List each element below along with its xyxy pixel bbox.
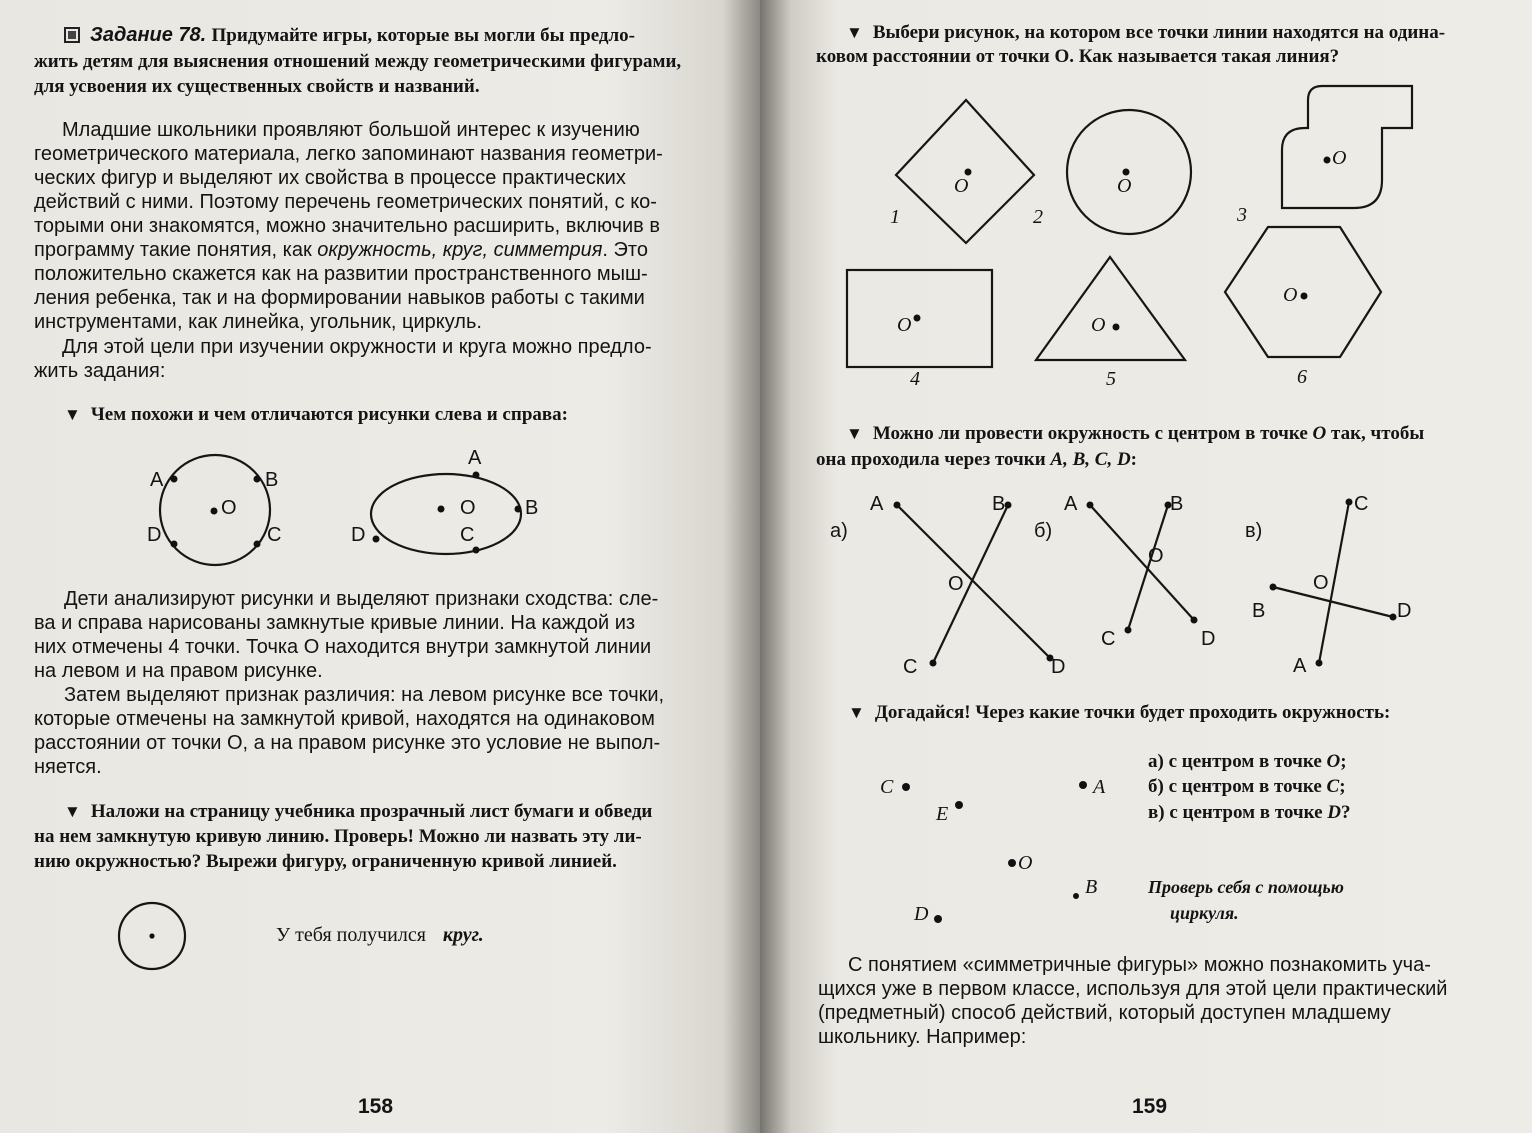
label-b: B	[525, 497, 539, 519]
option-text: ;	[1339, 776, 1346, 797]
label-c: C	[267, 524, 282, 546]
result-word: круг.	[442, 924, 484, 946]
point-c-dot	[902, 783, 910, 791]
label-a: A	[1093, 776, 1106, 798]
point-a-dot	[1079, 781, 1087, 789]
question-2-text: Наложи на страницу учебника прозрачный лист бумаги и обведи	[90, 801, 653, 822]
question-2	[64, 801, 652, 823]
point-d-dot	[373, 536, 380, 543]
label-o: O	[1018, 852, 1033, 874]
label-a: A	[468, 447, 482, 469]
intro-text: программу такие понятия, как	[34, 239, 318, 261]
point-o-dot	[1008, 859, 1016, 867]
question-1	[64, 404, 568, 426]
point-c-dot	[930, 660, 937, 667]
result-line	[276, 924, 484, 947]
difference-line: няется.	[34, 756, 102, 778]
task-heading: Задание 78.	[90, 24, 207, 46]
closing-line: (предметный) способ действий, который доступен младшему	[818, 1002, 1391, 1024]
label-d: D	[1397, 600, 1412, 622]
shape-center-label: O	[1283, 284, 1298, 306]
segment-ad	[1090, 505, 1194, 620]
option-text: б) с центром в точке	[1148, 776, 1327, 797]
label-a: A	[150, 469, 164, 491]
label-o: O	[221, 497, 237, 519]
label-b: B	[265, 469, 279, 491]
point-d-dot	[1191, 617, 1198, 624]
option-text: в) с центром в точке	[1148, 802, 1328, 823]
check-line: циркуля.	[1170, 903, 1239, 923]
page-number-right: 159	[1132, 1095, 1168, 1118]
option-italic: D	[1327, 802, 1342, 823]
option-text: ;	[1340, 751, 1347, 772]
center-o-dot	[211, 508, 218, 515]
label-d: D	[914, 903, 929, 925]
label-c: C	[460, 524, 475, 546]
option-italic: О	[1326, 751, 1341, 772]
shape-center-label: O	[1332, 147, 1347, 169]
closing-line: щихся уже в первом классе, используя для этой цели практический	[818, 978, 1448, 1000]
sub-label-b: б)	[1034, 520, 1053, 542]
question-3-line: ковом расстоянии от точки О. Как называется такая линия?	[816, 46, 1340, 67]
figure-b	[1087, 502, 1198, 634]
question-4	[846, 423, 1424, 445]
intro-italic-terms: окружность, круг, симметрия	[317, 239, 603, 261]
closing-line: школьнику. Например:	[818, 1026, 1027, 1048]
label-o: O	[948, 573, 964, 595]
intro-line: положительно скажется как на развитии пространственного мыш-	[34, 263, 648, 285]
option-text: ?	[1341, 802, 1351, 823]
shape-number: 2	[1033, 206, 1043, 228]
shapes-figure	[760, 80, 1520, 380]
shape-number: 4	[910, 368, 920, 390]
point-a-dot	[1087, 502, 1094, 509]
point-b-dot	[254, 476, 261, 483]
analysis-line: Дети анализируют рисунки и выделяют признаки сходства: сле-	[64, 588, 659, 610]
left-page	[0, 0, 760, 1133]
question-4-italic: A, B, C, D	[1050, 449, 1131, 470]
center-o-dot	[438, 506, 445, 513]
label-d: D	[351, 524, 366, 546]
difference-line: расстоянии от точки О, а на правом рисунке это условие не выпол-	[34, 732, 661, 754]
triangle-bullet-icon: ▼	[846, 23, 863, 42]
figure-v	[1270, 499, 1397, 667]
figure-a	[894, 502, 1054, 667]
triangle-bullet-icon: ▼	[848, 703, 865, 722]
point-d-dot	[1390, 614, 1397, 621]
label-c: C	[1101, 628, 1116, 650]
task-78-block	[64, 24, 714, 47]
label-b: B	[992, 493, 1006, 515]
center-dot	[1324, 157, 1331, 164]
label-c: C	[880, 776, 894, 798]
label-d: D	[147, 524, 162, 546]
shape-5-triangle	[1036, 257, 1185, 360]
question-4-text: Можно ли провести окружность с центром в точке	[872, 423, 1313, 444]
task-box-icon	[64, 27, 80, 43]
shape-center-label: O	[1091, 314, 1106, 336]
shape-number: 5	[1106, 368, 1116, 390]
task-text-line: жить детям для выяснения отношений между геометрическими фигурами,	[34, 51, 682, 72]
right-closed-ellipse	[371, 474, 521, 554]
point-b-dot	[1270, 584, 1277, 591]
label-d: D	[1201, 628, 1216, 650]
intro-line: торыми они знакомятся, можно значительно расширить, включив в	[34, 215, 660, 237]
label-b: B	[1252, 600, 1266, 622]
intro-line: ления ребенка, так и на формировании навыков работы с такими	[34, 287, 645, 309]
point-d-dot	[934, 915, 942, 923]
label-c: C	[903, 656, 918, 678]
sub-label-v: в)	[1245, 520, 1263, 542]
label-o: O	[1313, 572, 1329, 594]
shape-number: 6	[1297, 366, 1307, 388]
label-o: O	[460, 497, 476, 519]
analysis-line: на левом и на правом рисунке.	[34, 660, 323, 682]
label-a: A	[870, 493, 884, 515]
question-3-text: Выбери рисунок, на котором все точки линии находятся на одина-	[872, 22, 1446, 43]
label-b: B	[1085, 876, 1098, 898]
disk-figure	[112, 898, 192, 978]
center-dot	[914, 315, 921, 322]
point-e-dot	[955, 801, 963, 809]
sub-label-a: а)	[830, 520, 848, 542]
analysis-line: них отмечены 4 точки. Точка О находится внутри замкнутой линии	[34, 636, 652, 658]
intro-line: ческих фигур и выделяют их свойства в процессе практических	[34, 167, 626, 189]
question-4-text: :	[1130, 449, 1137, 470]
label-c: C	[1354, 493, 1369, 515]
triangle-bullet-icon: ▼	[64, 802, 81, 821]
right-page	[760, 0, 1532, 1133]
center-dot	[1301, 293, 1308, 300]
label-b: B	[1170, 493, 1184, 515]
point-c-dot	[1346, 499, 1353, 506]
intro-line: действий с ними. Поэтому перечень геометрических понятий, с ко-	[34, 191, 657, 213]
point-a-dot	[171, 476, 178, 483]
shape-6-hexagon	[1225, 227, 1381, 357]
shape-number: 3	[1237, 204, 1247, 226]
shape-3-blob	[1282, 86, 1412, 208]
label-d: D	[1051, 656, 1066, 678]
question-2-line: нию окружностью? Вырежи фигуру, ограниченную кривой линией.	[34, 851, 617, 872]
question-4-line	[816, 449, 1137, 471]
shape-center-label: O	[897, 314, 912, 336]
point-c-dot	[473, 547, 480, 554]
intro-line	[34, 239, 648, 262]
intro-line: Младшие школьники проявляют большой интерес к изучению	[62, 119, 640, 141]
question-5	[848, 702, 1390, 724]
segment-bc	[933, 505, 1008, 663]
intro-text: . Это	[602, 239, 648, 261]
purpose-line: Для этой цели при изучении окружности и круга можно предло-	[62, 336, 652, 358]
point-c-dot	[254, 541, 261, 548]
shape-center-label: O	[954, 175, 969, 197]
question-1-text: Чем похожи и чем отличаются рисунки слева и справа:	[90, 404, 568, 425]
page-number-left: 158	[358, 1095, 394, 1118]
point-b-dot	[515, 506, 522, 513]
result-text: У тебя получился	[276, 924, 426, 946]
point-d-dot	[171, 541, 178, 548]
question-3	[846, 22, 1445, 44]
option-text: а) с центром в точке	[1148, 751, 1327, 772]
point-b-dot	[1073, 893, 1079, 899]
check-line: Проверь себя с помощью	[1148, 877, 1344, 897]
purpose-line: жить задания:	[34, 360, 166, 382]
closing-line: С понятием «симметричные фигуры» можно познакомить уча-	[848, 954, 1431, 976]
circle-ellipse-figure	[0, 440, 760, 590]
point-a-dot	[473, 472, 480, 479]
difference-line: которые отмечены на замкнутой кривой, находятся на одинаковом	[34, 708, 655, 730]
question-5-text: Догадайся! Через какие точки будет проходить окружность:	[874, 702, 1391, 723]
option-italic: С	[1326, 776, 1340, 797]
analysis-line: ва и справа нарисованы замкнутые кривые линии. На каждой из	[34, 612, 636, 634]
point-a-dot	[1316, 660, 1323, 667]
triangle-bullet-icon: ▼	[64, 405, 81, 424]
question-2-line: на нем замкнутую кривую линию. Проверь! Можно ли назвать эту ли-	[34, 826, 642, 847]
point-c-dot	[1125, 627, 1132, 634]
question-4-italic: O	[1312, 423, 1327, 444]
shape-center-label: O	[1117, 175, 1132, 197]
label-o: O	[1148, 545, 1164, 567]
difference-line: Затем выделяют признак различия: на левом рисунке все точки,	[64, 684, 665, 706]
intro-line: геометрического материала, легко запоминают названия геометри-	[34, 143, 663, 165]
point-a-dot	[894, 502, 901, 509]
label-a: A	[1064, 493, 1078, 515]
label-a: A	[1293, 655, 1307, 677]
segments-figure	[760, 490, 1520, 690]
task-text-line: для усвоения их существенных свойств и названий.	[34, 76, 480, 97]
question-4-text: она проходила через точки	[816, 449, 1051, 470]
center-dot	[1113, 324, 1120, 331]
shape-number: 1	[890, 206, 900, 228]
disk-center-dot	[149, 933, 154, 938]
triangle-bullet-icon: ▼	[846, 424, 863, 443]
task-text-line: Придумайте игры, которые вы могли бы предло-	[211, 25, 635, 46]
segment-ad	[897, 505, 1053, 658]
point-b-dot	[1005, 502, 1012, 509]
label-e: E	[936, 803, 949, 825]
question-4-text: так, чтобы	[1326, 423, 1425, 444]
intro-line: инструментами, как линейка, угольник, циркуль.	[34, 311, 482, 333]
